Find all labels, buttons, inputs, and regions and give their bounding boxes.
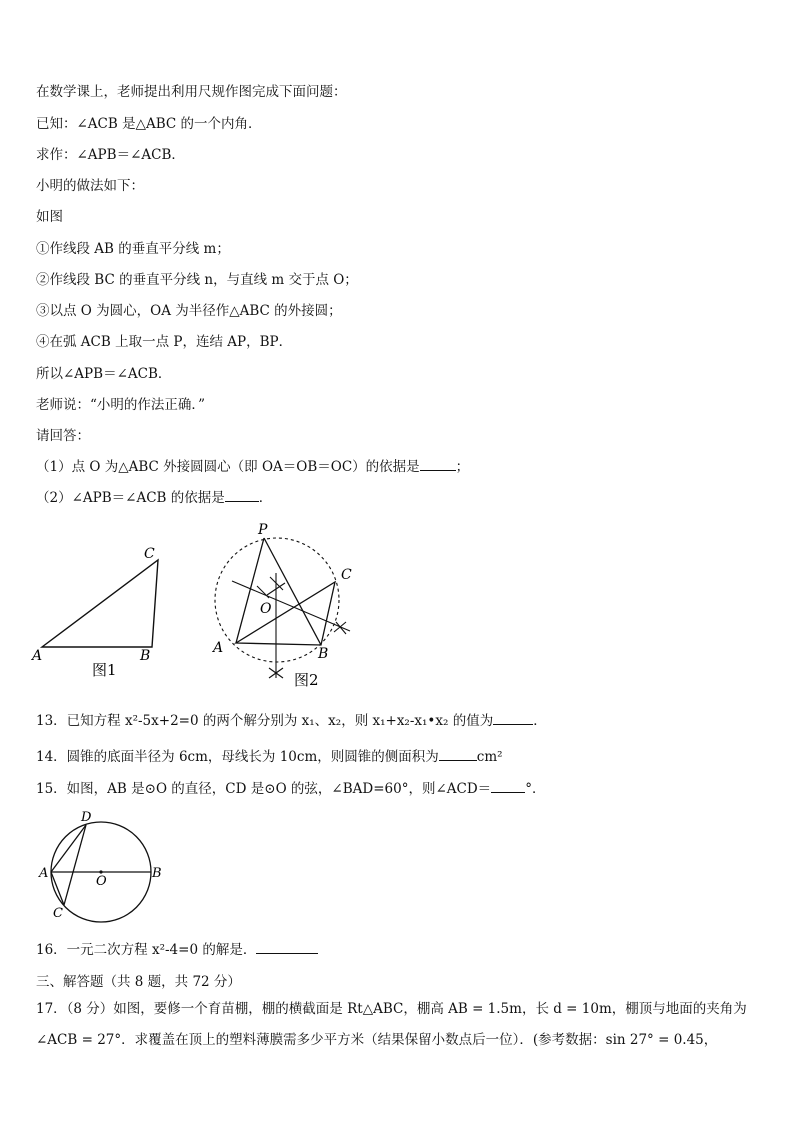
problem-13-end: ． [533, 713, 547, 729]
problem-17-line-2: ∠ACB = 27°．求覆盖在顶上的塑料薄膜需多少平方米（结果保留小数点后一位）．(参考数据：sin 27° = 0.45， [36, 1032, 718, 1048]
fig1-caption: 图1 [92, 661, 117, 679]
fig3-label-a: A [39, 866, 49, 881]
question-1 [36, 458, 469, 476]
figure-3 [36, 805, 166, 923]
figure-2 [205, 518, 370, 690]
problem-16 [36, 941, 318, 959]
fig2-label-p: P [258, 522, 268, 538]
problem-16-text: 16．一元二次方程 x²-4=0 的解是． [36, 942, 257, 958]
fig1-label-b: B [140, 648, 151, 664]
chord-cd [64, 825, 86, 905]
fig2-label-a: A [213, 640, 224, 656]
figure-1 [30, 540, 190, 685]
fig1-label-c: C [144, 546, 155, 562]
segment-ap [236, 538, 264, 643]
fig3-label-b: B [152, 866, 162, 881]
answer-prompt: 请回答： [36, 428, 90, 444]
method-intro-text: 小明的做法如下： [36, 178, 144, 194]
answer-blank-2[interactable] [225, 489, 259, 502]
problem-14-end: cm² [476, 749, 503, 765]
chord-ac [51, 872, 64, 905]
conclusion-text: 所以∠APB＝∠ACB． [36, 366, 172, 382]
question-2-text: （2）∠APB＝∠ACB 的依据是 [36, 490, 225, 506]
question-2 [36, 489, 272, 507]
fig3-label-c: C [53, 906, 63, 921]
problem-15-end: °． [525, 781, 546, 797]
fig3-label-d: D [81, 810, 92, 825]
problem-14 [36, 748, 503, 766]
construct-text: 求作：∠APB＝∠ACB． [36, 147, 185, 163]
answer-blank-16[interactable] [256, 941, 318, 954]
question-2-end: ． [258, 490, 273, 506]
as-figure-text: 如图 [36, 209, 63, 225]
given-text: 已知：∠ACB 是△ABC 的一个内角． [36, 116, 262, 132]
problem-13-text: 13．已知方程 x²-5x+2=0 的两个解分别为 x₁、x₂，则 x₁+x₂-x₁•x₂ 的值为 [36, 713, 494, 729]
problem-14-text: 14．圆锥的底面半径为 6cm，母线长为 10cm，则圆锥的侧面积为 [36, 749, 439, 765]
fig1-label-a: A [32, 648, 43, 664]
problem-17-line-1: 17．（8 分）如图，要修一个育苗棚，棚的横截面是 Rt△ABC，棚高 AB = 1.5m，长 d = 10m，棚顶与地面的夹角为 [36, 1001, 747, 1017]
step-1: ①作线段 AB 的垂直平分线 m； [36, 241, 230, 257]
fig2-caption: 图2 [294, 671, 319, 689]
question-1-end: ； [455, 459, 470, 475]
fig2-label-c: C [341, 567, 352, 583]
answer-blank-15[interactable] [491, 780, 525, 793]
question-1-text: （1）点 O 为△ABC 外接圆圆心（即 OA＝OB＝OC）的依据是 [36, 459, 420, 475]
fig2-label-o: O [260, 601, 272, 617]
step-2: ②作线段 BC 的垂直平分线 n，与直线 m 交于点 O； [36, 272, 358, 288]
answer-blank-1[interactable] [420, 458, 456, 471]
problem-15 [36, 780, 545, 798]
step-4: ④在弧 ACB 上取一点 P，连结 AP，BP． [36, 334, 293, 350]
answer-blank-14[interactable] [439, 748, 477, 761]
fig3-label-o: O [96, 874, 107, 889]
problem-15-text: 15．如图，AB 是⊙O 的直径，CD 是⊙O 的弦，∠BAD=60°，则∠ACD＝ [36, 781, 492, 797]
triangle-abc [42, 560, 158, 647]
fig2-label-b: B [318, 646, 329, 662]
problem-13 [36, 712, 547, 730]
section-heading: 三、解答题（共 8 题，共 72 分） [36, 974, 241, 990]
triangle-abc-fig2 [236, 582, 335, 645]
answer-blank-13[interactable] [493, 712, 533, 725]
step-3: ③以点 O 为圆心，OA 为半径作△ABC 的外接圆； [36, 303, 342, 319]
teacher-text: 老师说：“小明的作法正确．” [36, 397, 206, 413]
intro-text: 在数学课上，老师提出利用尺规作图完成下面问题： [36, 84, 347, 100]
